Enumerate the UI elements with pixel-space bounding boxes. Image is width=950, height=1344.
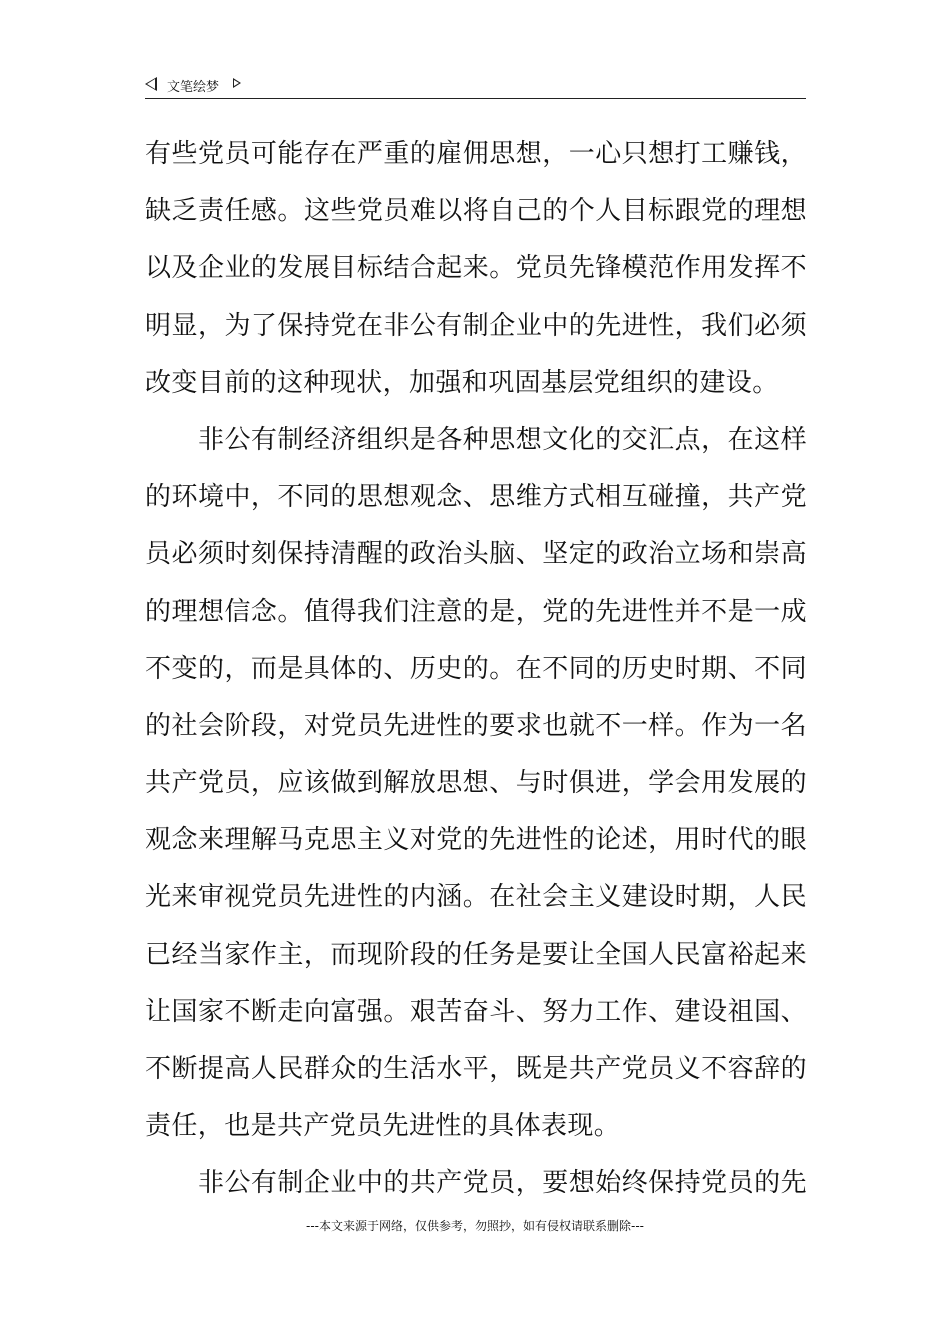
text-line: 非公有制企业中的共产党员，要想始终保持党员的先 — [145, 1168, 807, 1199]
document-body — [145, 126, 807, 1213]
text-line: 共产党员，应该做到解放思想、与时俱进，学会用发展的 — [145, 768, 807, 799]
text-line: 改变目前的这种现状，加强和巩固基层党组织的建设。 — [145, 367, 779, 398]
text-line: 员必须时刻保持清醒的政治头脑、坚定的政治立场和崇高 — [145, 539, 807, 570]
text-line: 的环境中，不同的思想观念、思维方式相互碰撞，共产党 — [145, 482, 807, 513]
text-line: 缺乏责任感。这些党员难以将自己的个人目标跟党的理想 — [145, 196, 807, 227]
text-line: 以及企业的发展目标结合起来。党员先锋模范作用发挥不 — [145, 253, 807, 284]
header-title: 文笔绘梦 — [167, 80, 220, 95]
text-line: 已经当家作主，而现阶段的任务是要让全国人民富裕起来 — [145, 939, 807, 970]
right-triangle-icon — [233, 78, 241, 88]
text-line: 明显，为了保持党在非公有制企业中的先进性，我们必须 — [145, 310, 807, 341]
text-line: 不断提高人民群众的生活水平，既是共产党员义不容辞的 — [145, 1054, 807, 1084]
text-line: 观念来理解马克思主义对党的先进性的论述，用时代的眼 — [145, 825, 807, 856]
text-line: 的社会阶段，对党员先进性的要求也就不一样。作为一名 — [145, 710, 807, 741]
text-line: 光来审视党员先进性的内涵。在社会主义建设时期，人民 — [145, 882, 807, 913]
footer-disclaimer: ---本文来源于网络，仅供参考，勿照抄，如有侵权请联系删除--- — [306, 1219, 644, 1233]
text-line: 的理想信念。值得我们注意的是，党的先进性并不是一成 — [145, 596, 807, 627]
text-line: 不变的，而是具体的、历史的。在不同的历史时期、不同 — [145, 653, 807, 684]
text-line: 让国家不断走向富强。艰苦奋斗、努力工作、建设祖国、 — [145, 996, 807, 1027]
text-line: 非公有制经济组织是各种思想文化的交汇点，在这样 — [145, 424, 807, 455]
left-triangle-icon — [145, 77, 157, 91]
text-line: 责任，也是共产党员先进性的具体表现。 — [145, 1111, 621, 1142]
page-header — [145, 74, 806, 99]
text-line: 有些党员可能存在严重的雇佣思想，一心只想打工赚钱， — [145, 139, 807, 169]
